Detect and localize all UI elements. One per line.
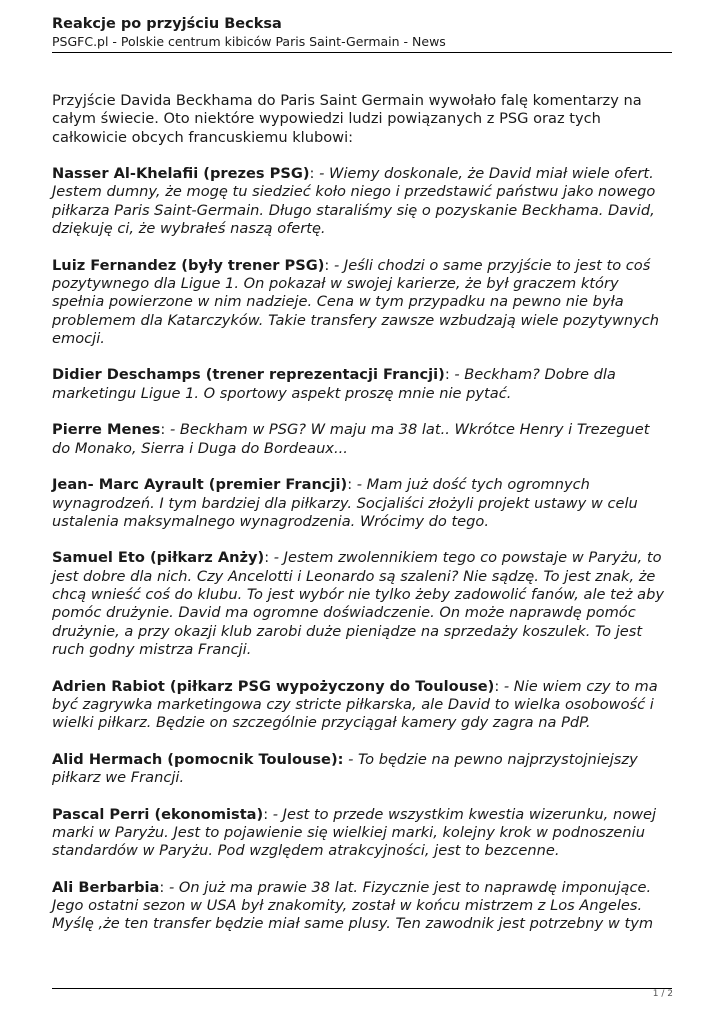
separator: : [347,476,357,494]
quote-text: - Beckham w PSG? W maju ma 38 lat.. Wkrótce Henry i Trezeguet do Monako, Sierra i Duga do Bordeaux... [52,421,650,457]
header-divider [52,52,672,53]
separator: : [494,677,504,695]
statement [52,549,672,659]
statement [52,806,672,861]
statement [52,678,672,733]
article-body [52,92,672,952]
document-title: Reakcje po przyjściu Becksa [52,16,282,32]
quote-text: - Jest to przede wszystkim kwestia wizerunku, nowej marki w Paryżu. Jest to pojawienie się wielkiej marki, kolejny krok w podnoszeniu standardów w Paryżu. Pod względem atrakcyjności, jest to bezcenne. [52,805,657,860]
speaker-name: Nasser Al-Khelafii (prezes PSG) [52,165,310,183]
quote-text: - Nie wiem czy to ma być zagrywka marketingowa czy stricte piłkarska, ale David to wielka osobowość i wielki piłkarz. Będzie on szczególnie przyciągał kamery gdy zagra na PdP. [52,677,658,732]
separator: : [324,256,334,274]
page-header [52,16,672,50]
separator: : [159,878,169,896]
statement [52,366,672,403]
speaker-name: Ali Berbarbia [52,878,160,896]
speaker-name: Luiz Fernandez (były trener PSG) [52,256,325,274]
quote-text: - On już ma prawie 38 lat. Fizycznie jest to naprawdę imponujące. Jego ostatni sezon w USA był znakomity, został w końcu mistrzem z Los Angeles. Myślę ,że ten transfer będzie miał same plusy. Ten zawodnik jest potrzebny w tym [52,878,654,933]
page-number: 1 / 2 [652,989,673,999]
intro-paragraph: Przyjście Davida Beckhama do Paris Saint Germain wywołało falę komentarzy na całym świecie. Oto niektóre wypowiedzi ludzi powiązanych z PSG oraz tych całkowicie obcych francuskiemu klubowi: [52,92,642,146]
statement [52,751,672,788]
statement [52,257,672,348]
quote-text: - Jestem zwolennikiem tego co powstaje w Paryżu, to jest dobre dla nich. Czy Ancelotti i Leonardo są szaleni? Nie sądzę. To jest znak, że chcą wnieść coś do klubu. To jest wybór nie tylko żeby zadowolić fanów, ale też aby pomóc drużynie. David ma ogromne doświadczenie. On może naprawdę pomóc drużynie, a przy okazji klub zarobi duże pieniądze na sprzedaży koszulek. To jest ruch godny mistrza Francji. [52,549,664,658]
quote-text: - Wiemy doskonale, że David miał wiele ofert. Jestem dumny, że mogę tu siedzieć koło niego i przedstawić państwu jako nowego piłkarza Paris Saint-Germain. Długo staraliśmy się o pozyskanie Beckhama. David, dziękuję ci, że wybrałeś naszą ofertę. [52,165,656,238]
statement [52,476,672,531]
footer-divider [52,988,672,989]
separator: : [160,421,170,439]
separator: : [264,549,274,567]
speaker-name: Alid Hermach (pomocnik Toulouse): [52,750,344,768]
separator: : [263,805,273,823]
quote-text: - Beckham? Dobre dla marketingu Ligue 1. O sportowy aspekt proszę mnie nie pytać. [52,366,616,402]
statement [52,421,672,458]
statement [52,879,672,934]
speaker-name: Samuel Eto (piłkarz Anży) [52,549,265,567]
speaker-name: Didier Deschamps (trener reprezentacji Francji) [52,366,445,384]
quote-text: - Mam już dość tych ogromnych wynagrodzeń. I tym bardziej dla piłkarzy. Socjaliści złożyli projekt ustawy w celu ustalenia maksymalnego wynagrodzenia. Wrócimy do tego. [52,476,638,530]
speaker-name: Pascal Perri (ekonomista) [52,805,264,823]
speaker-name: Jean- Marc Ayrault (premier Francji) [52,476,348,494]
quote-text: - Jeśli chodzi o same przyjście to jest to coś pozytywnego dla Ligue 1. On pokazał w swojej karierze, że był graczem który spełnia powierzone w nim nadzieje. Cena w tym przypadku na pewno nie była problemem dla Katarczyków. Takie transfery zawsze wzbudzają wiele pozytywnych emocji. [52,256,660,347]
site-subtitle: PSGFC.pl - Polskie centrum kibiców Paris Saint-Germain - News [52,34,446,49]
statement [52,165,672,238]
speaker-name: Adrien Rabiot (piłkarz PSG wypożyczony do Toulouse) [52,677,495,695]
speaker-name: Pierre Menes [52,421,161,439]
quote-text: - To będzie na pewno najprzystojniejszy piłkarz we Francji. [52,750,638,786]
separator: : [309,165,320,183]
separator: : [444,366,455,384]
